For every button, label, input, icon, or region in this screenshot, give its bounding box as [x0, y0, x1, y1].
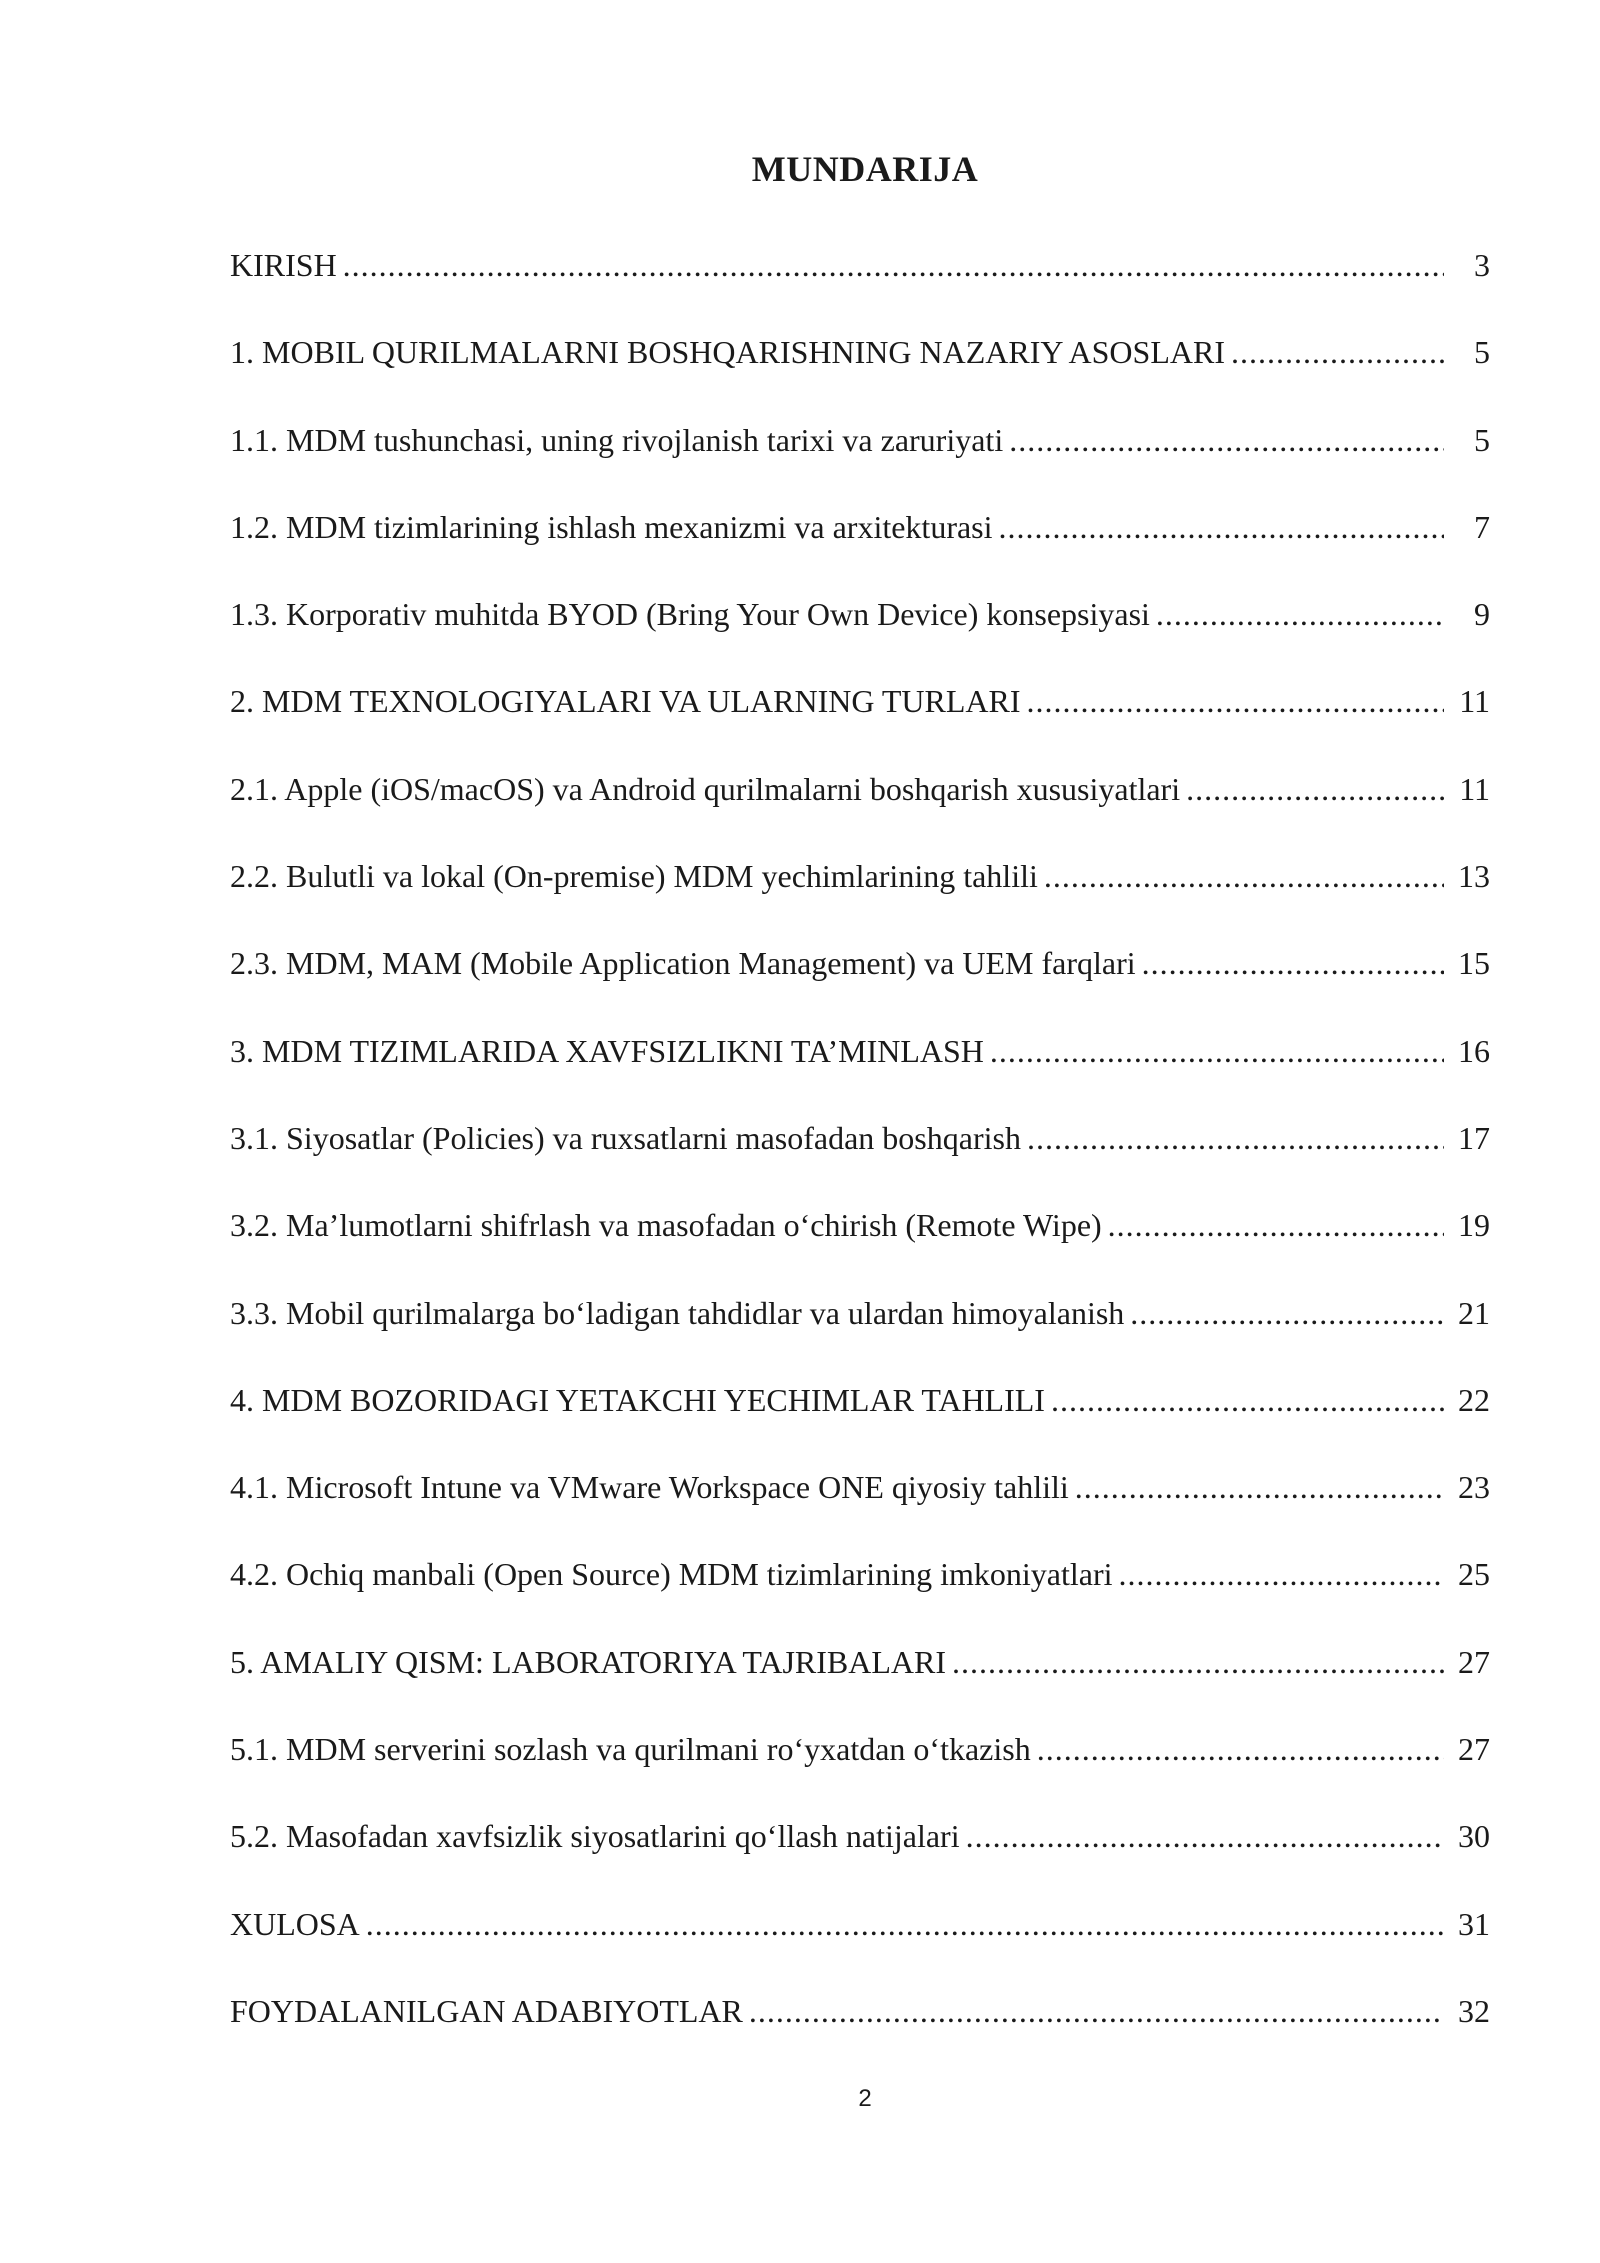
- toc-entry-page: 3: [1474, 247, 1490, 283]
- toc-entry[interactable]: [230, 502, 1490, 589]
- toc-entry-page: 5: [1474, 421, 1490, 458]
- toc-entry-title: 5.1. MDM serverini sozlash va qurilmani ro‘yxatdan o‘tkazish: [230, 1731, 1031, 1768]
- toc-dot-leader: [1037, 1724, 1444, 1774]
- toc-dot-leader: [1156, 589, 1444, 639]
- toc-entry[interactable]: [230, 1113, 1490, 1200]
- toc-dot-leader: [366, 1899, 1444, 1949]
- toc-dot-leader: [1009, 415, 1444, 465]
- toc-entry-page: 11: [1459, 770, 1490, 807]
- toc-dot-leader: [1108, 1200, 1444, 1250]
- toc-entry[interactable]: [230, 327, 1490, 414]
- toc-entry-title: 1.2. MDM tizimlarining ishlash mexanizmi va arxitekturasi: [230, 508, 993, 545]
- toc-dot-leader: [990, 1026, 1444, 1076]
- toc-entry-title: 3. MDM TIZIMLARIDA XAVFSIZLIKNI TA’MINLASH: [230, 1032, 984, 1069]
- toc-entry[interactable]: [230, 851, 1490, 938]
- toc-entry-title: FOYDALANILGAN ADABIYOTLAR: [230, 1992, 743, 2029]
- toc-entry-page: 19: [1458, 1207, 1490, 1244]
- toc-entry[interactable]: [230, 240, 1490, 327]
- toc-entry-page: 15: [1458, 945, 1490, 982]
- toc-entry-page: 27: [1458, 1643, 1490, 1680]
- toc-entry-page: 23: [1458, 1469, 1490, 1506]
- toc-entry-page: 7: [1474, 508, 1490, 545]
- toc-entry[interactable]: [230, 589, 1490, 676]
- toc-entry[interactable]: [230, 764, 1490, 851]
- toc-entry-title: 3.2. Ma’lumotlarni shifrlash va masofadan o‘chirish (Remote Wipe): [230, 1207, 1102, 1244]
- toc-entry-page: 27: [1458, 1731, 1490, 1768]
- toc-entry-title: 5. AMALIY QISM: LABORATORIYA TAJRIBALARI: [230, 1643, 947, 1680]
- toc-entry-title: 3.3. Mobil qurilmalarga bo‘ladigan tahdidlar va ulardan himoyalanish: [230, 1294, 1125, 1331]
- toc-entry-title: 1. MOBIL QURILMALARNI BOSHQARISHNING NAZARIY ASOSLARI: [230, 334, 1225, 371]
- toc-entry-title: KIRISH: [230, 247, 337, 283]
- toc-entry-page: 16: [1458, 1032, 1490, 1069]
- toc-entry[interactable]: [230, 1724, 1490, 1811]
- toc-dot-leader: [1075, 1462, 1444, 1512]
- page-number: 2: [858, 2085, 872, 2112]
- toc-entry-page: 13: [1458, 858, 1490, 895]
- toc-entry[interactable]: [230, 1637, 1490, 1724]
- toc-title: MUNDARIJA: [751, 149, 979, 189]
- toc-entry[interactable]: [230, 1200, 1490, 1287]
- toc-entry-page: 32: [1458, 1992, 1490, 2029]
- toc-entry[interactable]: [230, 938, 1490, 1025]
- toc-entry-title: 1.3. Korporativ muhitda BYOD (Bring Your Own Device) konsepsiyasi: [230, 596, 1150, 633]
- toc-entry-page: 11: [1459, 683, 1490, 720]
- toc-dot-leader: [1130, 1288, 1444, 1338]
- toc-entry-title: XULOSA: [230, 1905, 360, 1942]
- toc-dot-leader: [1186, 764, 1444, 814]
- toc-entry[interactable]: [230, 1026, 1490, 1113]
- toc-dot-leader: [999, 502, 1444, 552]
- toc-dot-leader: [749, 1986, 1444, 2036]
- toc-entry[interactable]: [230, 1899, 1490, 1986]
- toc-entry-title: 2.1. Apple (iOS/macOS) va Android qurilmalarni boshqarish xususiyatlari: [230, 770, 1181, 807]
- toc-entry-page: 21: [1458, 1294, 1490, 1331]
- toc-entry[interactable]: [230, 1549, 1490, 1636]
- toc-entry-page: 25: [1458, 1556, 1490, 1593]
- toc-entry[interactable]: [230, 1288, 1490, 1375]
- toc-entry-page: 31: [1458, 1905, 1490, 1942]
- toc-entry-page: 22: [1458, 1381, 1490, 1418]
- toc-entry-title: 1.1. MDM tushunchasi, uning rivojlanish tarixi va zaruriyati: [230, 421, 1004, 458]
- toc-dot-leader: [1044, 851, 1444, 901]
- toc-dot-leader: [1142, 938, 1444, 988]
- toc-entry-title: 2.2. Bulutli va lokal (On-premise) MDM yechimlarining tahlili: [230, 858, 1038, 895]
- toc-entry-page: 17: [1458, 1119, 1490, 1156]
- toc-dot-leader: [952, 1637, 1444, 1687]
- toc-entry-page: 30: [1458, 1818, 1490, 1855]
- toc-dot-leader: [1027, 1113, 1444, 1163]
- toc-entry-page: 9: [1474, 596, 1490, 633]
- toc-entry-title: 5.2. Masofadan xavfsizlik siyosatlarini qo‘llash natijalari: [230, 1818, 960, 1855]
- table-of-contents: [230, 240, 1490, 2073]
- toc-entry-title: 2. MDM TEXNOLOGIYALARI VA ULARNING TURLARI: [230, 683, 1021, 720]
- toc-dot-leader: [966, 1811, 1444, 1861]
- toc-entry-page: 5: [1474, 334, 1490, 371]
- toc-entry[interactable]: [230, 1986, 1490, 2073]
- toc-dot-leader: [343, 240, 1444, 290]
- toc-dot-leader: [1051, 1375, 1444, 1425]
- toc-dot-leader: [1118, 1549, 1444, 1599]
- toc-entry[interactable]: [230, 1375, 1490, 1462]
- toc-entry[interactable]: [230, 1462, 1490, 1549]
- toc-entry-title: 4.1. Microsoft Intune va VMware Workspace ONE qiyosiy tahlili: [230, 1469, 1069, 1506]
- toc-entry[interactable]: [230, 415, 1490, 502]
- toc-entry-title: 2.3. MDM, MAM (Mobile Application Management) va UEM farqlari: [230, 945, 1136, 982]
- toc-entry-title: 4.2. Ochiq manbali (Open Source) MDM tizimlarining imkoniyatlari: [230, 1556, 1113, 1593]
- toc-entry-title: 3.1. Siyosatlar (Policies) va ruxsatlarni masofadan boshqarish: [230, 1119, 1021, 1156]
- toc-dot-leader: [1027, 676, 1444, 726]
- toc-dot-leader: [1231, 327, 1444, 377]
- toc-entry[interactable]: [230, 676, 1490, 763]
- toc-entry[interactable]: [230, 1811, 1490, 1898]
- toc-entry-title: 4. MDM BOZORIDAGI YETAKCHI YECHIMLAR TAHLILI: [230, 1381, 1045, 1418]
